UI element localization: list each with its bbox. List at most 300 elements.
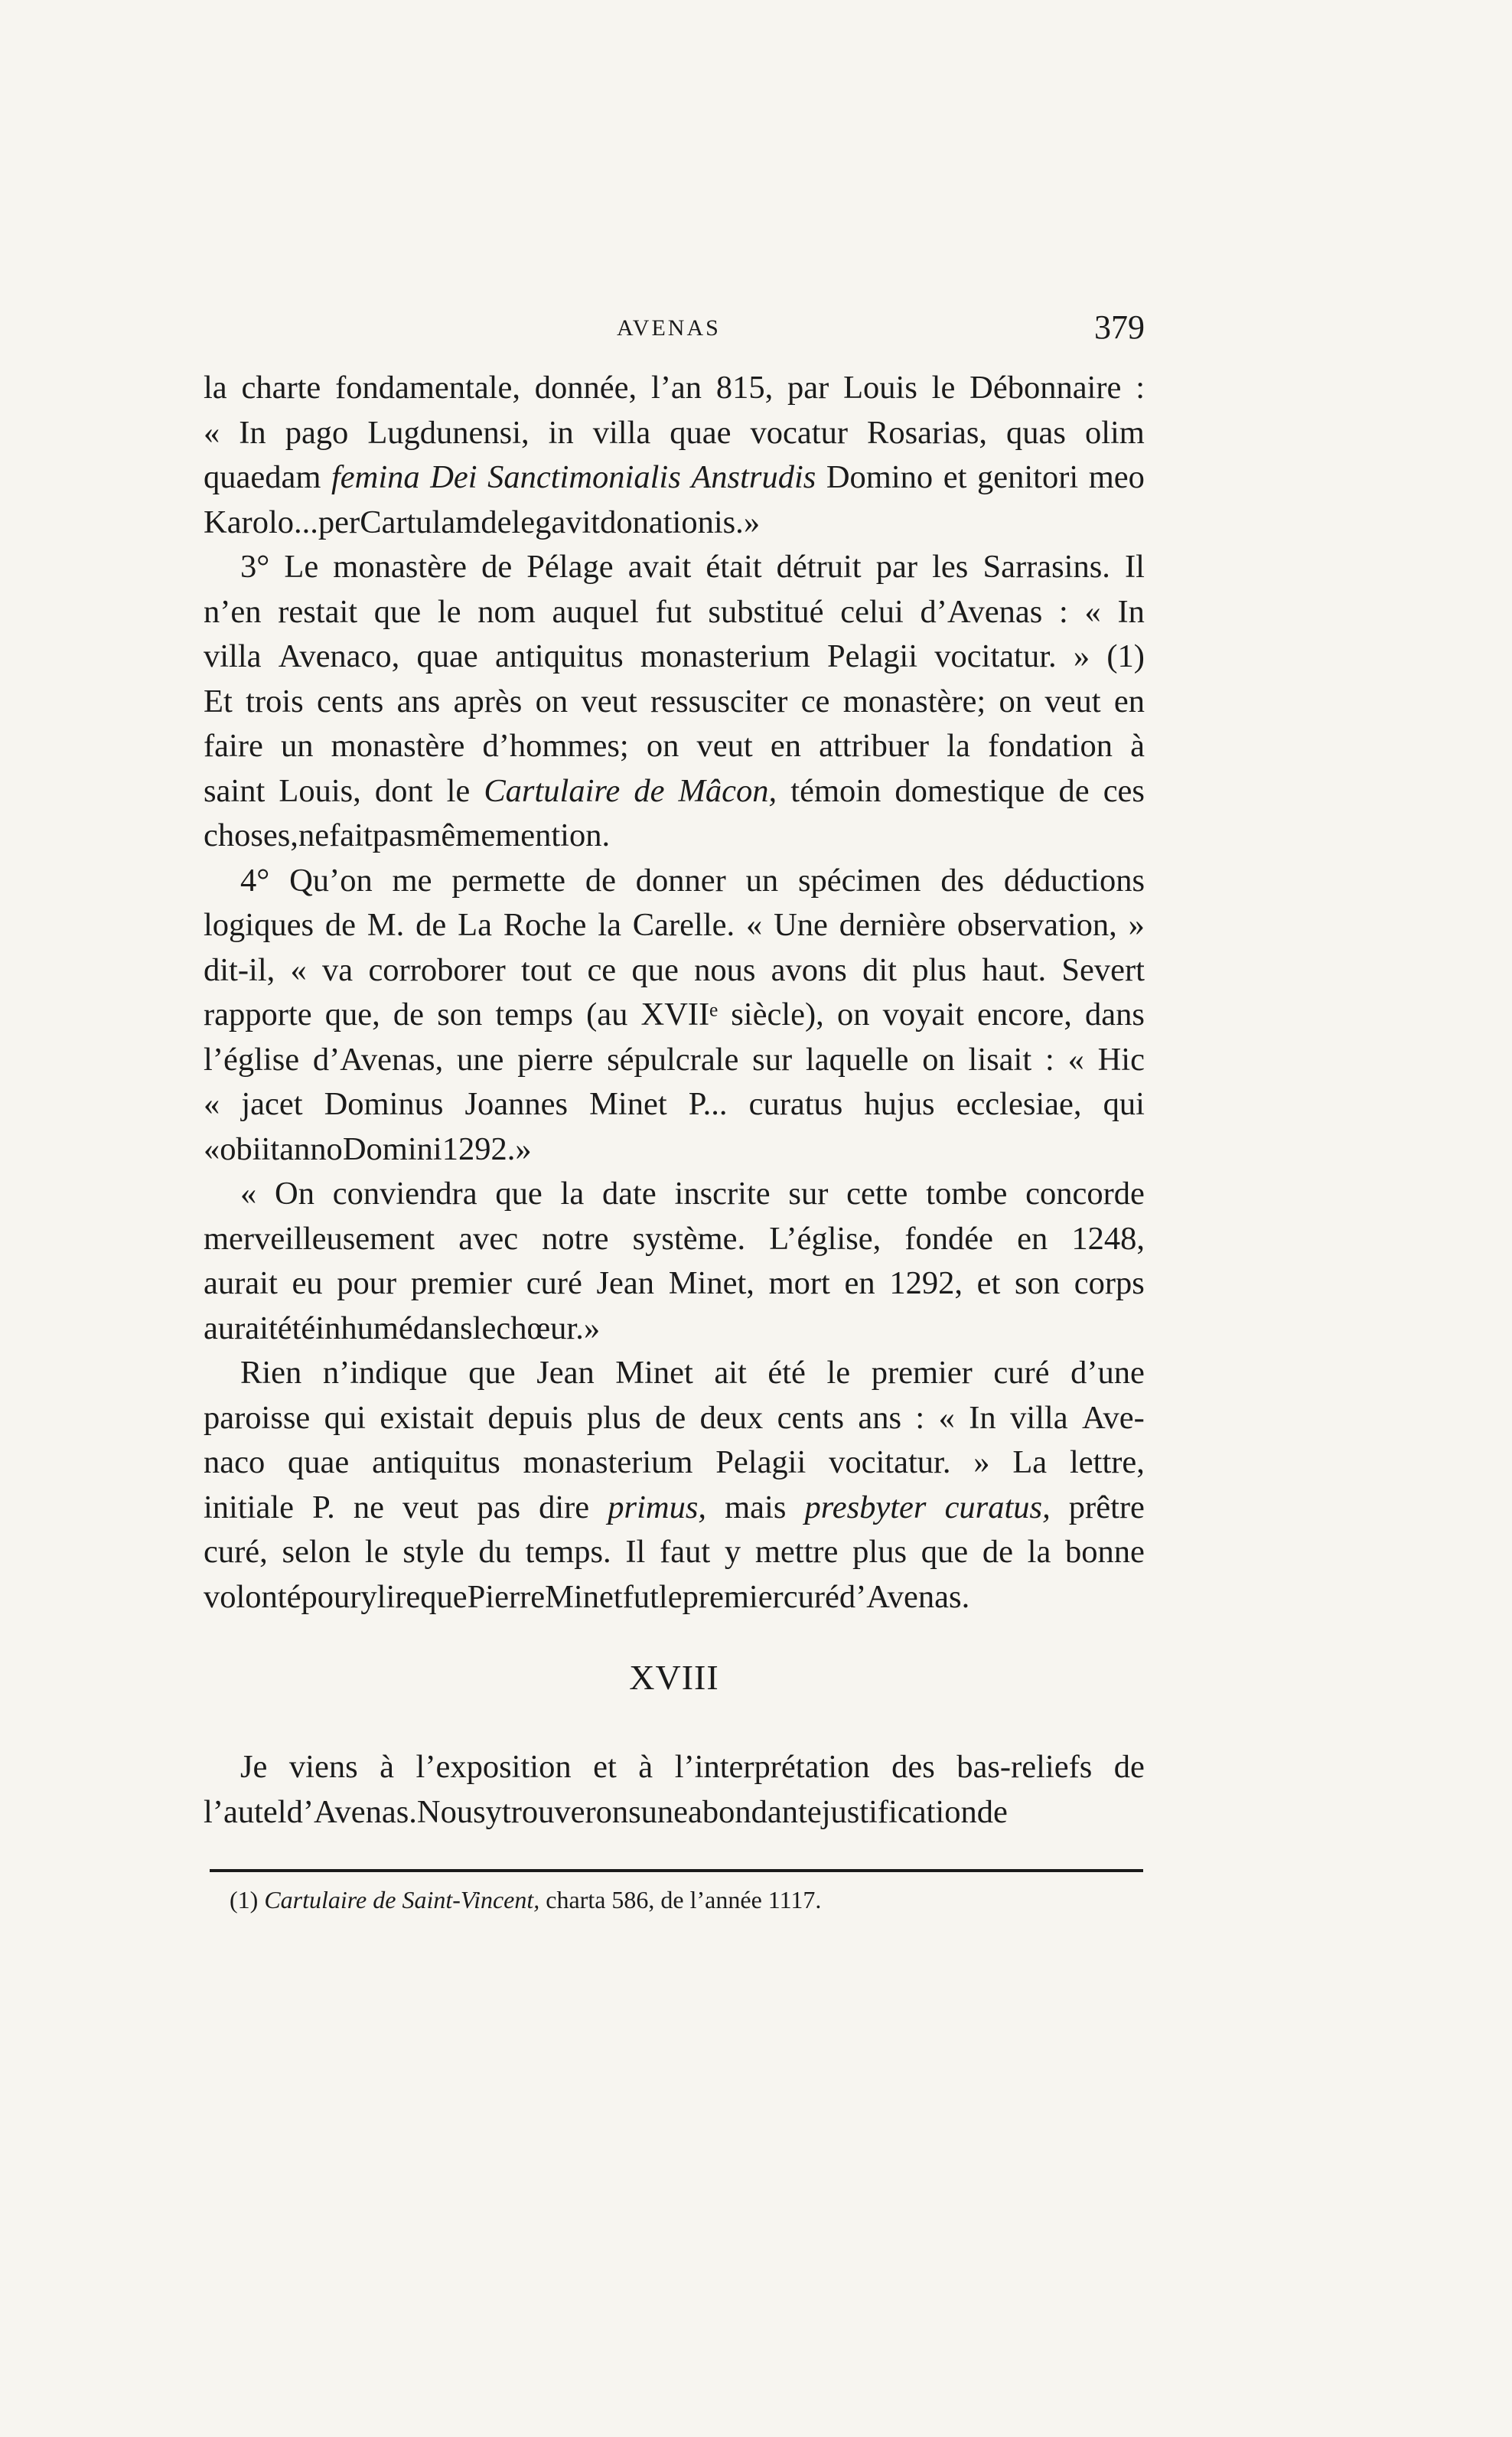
word: pour bbox=[301, 1578, 361, 1615]
word: antiquitus bbox=[495, 638, 624, 674]
word: dernière bbox=[839, 907, 946, 943]
footnote-segment: charta 586, de l’année 1117. bbox=[539, 1886, 822, 1913]
word: pas bbox=[372, 817, 416, 853]
word: permette bbox=[451, 862, 565, 899]
word: cents bbox=[317, 683, 384, 719]
word: : bbox=[1136, 370, 1145, 406]
word: sur bbox=[752, 1041, 793, 1078]
word: voyait bbox=[882, 997, 964, 1033]
word: ressusciter bbox=[650, 683, 788, 719]
word: 1292, bbox=[889, 1265, 963, 1301]
word: le bbox=[437, 593, 461, 630]
word: merveilleusement bbox=[204, 1220, 435, 1257]
footnote bbox=[230, 1886, 821, 1914]
word: curatus, bbox=[944, 1489, 1051, 1525]
word: » bbox=[973, 1444, 990, 1480]
word: Louis bbox=[843, 370, 917, 406]
word: » bbox=[583, 1310, 601, 1346]
word: que bbox=[420, 1578, 468, 1615]
word: le bbox=[446, 772, 471, 809]
word: donnée, bbox=[534, 370, 637, 406]
word: faut bbox=[660, 1534, 711, 1570]
word: le bbox=[931, 370, 956, 406]
word: en bbox=[1113, 683, 1145, 719]
word: nom bbox=[477, 593, 536, 630]
word: antiquitus bbox=[372, 1444, 500, 1480]
word: fait bbox=[329, 817, 373, 853]
word: monastère bbox=[331, 728, 465, 764]
word: « bbox=[746, 907, 763, 943]
word: dans bbox=[1085, 997, 1145, 1033]
word: de bbox=[655, 1399, 686, 1436]
text-line bbox=[204, 1396, 1145, 1441]
word: observation, bbox=[956, 907, 1117, 943]
word: Hic bbox=[1097, 1041, 1145, 1078]
word: villa bbox=[1010, 1399, 1068, 1436]
word: que bbox=[495, 1176, 543, 1212]
word: La bbox=[458, 907, 492, 943]
word: lettre, bbox=[1069, 1444, 1145, 1480]
word: Domino bbox=[826, 459, 934, 495]
word: Ave- bbox=[1082, 1399, 1145, 1436]
word: veut bbox=[1044, 683, 1101, 719]
word: fut bbox=[622, 1578, 659, 1615]
word: Et bbox=[204, 683, 233, 719]
word: Jean bbox=[536, 1355, 595, 1391]
word: pour bbox=[337, 1265, 397, 1301]
word: 1248, bbox=[1071, 1220, 1145, 1257]
word: la bbox=[598, 907, 621, 943]
word: volonté bbox=[204, 1578, 301, 1615]
word: (au bbox=[586, 997, 628, 1033]
word: on bbox=[646, 728, 679, 764]
word: Lugdunensi, bbox=[367, 414, 530, 451]
word: qui bbox=[1103, 1086, 1145, 1122]
word: Il bbox=[1125, 549, 1145, 585]
text-line bbox=[204, 635, 1145, 680]
word: y bbox=[485, 1793, 502, 1830]
word: ans bbox=[858, 1399, 902, 1436]
word: naco bbox=[204, 1444, 266, 1480]
word: deux bbox=[699, 1399, 764, 1436]
word: Sarrasins. bbox=[982, 549, 1110, 585]
text-line bbox=[204, 1486, 1145, 1531]
word: me bbox=[392, 862, 432, 899]
word: Débonnaire bbox=[969, 370, 1122, 406]
word: « bbox=[1084, 593, 1101, 630]
word: fondation bbox=[988, 728, 1113, 764]
word: premier bbox=[410, 1265, 512, 1301]
word: Pelagii bbox=[715, 1444, 807, 1480]
word: la bbox=[1027, 1534, 1051, 1570]
word: » bbox=[515, 1130, 532, 1167]
word: mort bbox=[768, 1265, 830, 1301]
word: 815, bbox=[715, 370, 774, 406]
word: donationis. bbox=[600, 504, 744, 540]
word: quae bbox=[670, 414, 732, 451]
paragraph bbox=[204, 1351, 1145, 1620]
word: veut bbox=[581, 683, 637, 719]
word: laquelle bbox=[805, 1041, 909, 1078]
word: In bbox=[969, 1399, 996, 1436]
word: d’Avenas bbox=[920, 593, 1043, 630]
word: « bbox=[1067, 1041, 1084, 1078]
word: d’une bbox=[1070, 1355, 1145, 1391]
word: inhumé bbox=[315, 1310, 413, 1346]
word: monastère bbox=[333, 549, 467, 585]
word: Joannes bbox=[464, 1086, 569, 1122]
word: Louis, bbox=[279, 772, 361, 809]
word: quae bbox=[416, 638, 478, 674]
word: cette bbox=[846, 1176, 908, 1212]
text-line bbox=[204, 814, 1145, 859]
word: In bbox=[1117, 593, 1145, 630]
word: charte bbox=[241, 370, 321, 406]
word: été bbox=[277, 1310, 316, 1346]
word: ne bbox=[353, 1489, 384, 1525]
word: lire bbox=[376, 1578, 421, 1615]
word: On bbox=[275, 1176, 314, 1212]
text-line bbox=[204, 724, 1145, 769]
word: corroborer bbox=[368, 951, 506, 988]
word: Minet bbox=[589, 1086, 667, 1122]
word: La bbox=[1012, 1444, 1048, 1480]
text-line bbox=[204, 1217, 1145, 1262]
word: à bbox=[1130, 728, 1145, 764]
word: de bbox=[976, 1793, 1008, 1830]
word: fondamentale, bbox=[335, 370, 520, 406]
word: rapporte bbox=[204, 997, 312, 1033]
word: le bbox=[826, 1355, 851, 1391]
word: Nous bbox=[416, 1793, 486, 1830]
word: dit bbox=[862, 951, 897, 988]
text-line bbox=[204, 545, 1145, 590]
word: « bbox=[204, 1086, 220, 1122]
word: Rien bbox=[240, 1355, 302, 1391]
word: premier bbox=[682, 1578, 784, 1615]
word: l’autel bbox=[204, 1793, 287, 1830]
word: eu bbox=[292, 1265, 323, 1301]
word: vocitatur. bbox=[829, 1444, 951, 1480]
word: pierre bbox=[517, 1041, 594, 1078]
paragraph bbox=[204, 1172, 1145, 1351]
word: logiques bbox=[204, 907, 314, 943]
word: quaedam bbox=[204, 459, 321, 495]
word: après bbox=[453, 683, 523, 719]
word: Domini bbox=[342, 1130, 442, 1167]
word: villa bbox=[204, 638, 262, 674]
word: en bbox=[770, 728, 801, 764]
word: delegavit bbox=[481, 504, 601, 540]
word: premier bbox=[871, 1355, 973, 1391]
word: Cartulaire bbox=[484, 772, 621, 809]
word: que bbox=[631, 951, 679, 988]
text-line bbox=[204, 366, 1145, 411]
word: Dominus bbox=[324, 1086, 444, 1122]
word: saint bbox=[204, 772, 266, 809]
page-header bbox=[204, 308, 1145, 358]
word: curatus bbox=[748, 1086, 843, 1122]
word: style bbox=[402, 1534, 464, 1570]
word: paroisse bbox=[204, 1399, 311, 1436]
word: dans bbox=[412, 1310, 473, 1346]
word: 3° bbox=[240, 549, 270, 585]
word: encore, bbox=[977, 997, 1072, 1033]
word: mettre bbox=[754, 1534, 839, 1570]
word: ait bbox=[714, 1355, 747, 1391]
word: monasterium bbox=[640, 638, 810, 674]
word: de bbox=[415, 907, 447, 943]
word: selon bbox=[282, 1534, 351, 1570]
word: tout bbox=[521, 951, 572, 988]
text-line bbox=[204, 1082, 1145, 1127]
word: n’en bbox=[204, 593, 262, 630]
word: « bbox=[290, 951, 307, 988]
word: des bbox=[891, 1749, 935, 1785]
word: primus, bbox=[608, 1489, 706, 1525]
word: choses, bbox=[204, 817, 298, 853]
word: corps bbox=[1074, 1265, 1145, 1301]
word: In bbox=[239, 414, 266, 451]
text-line bbox=[204, 590, 1145, 635]
word: quae bbox=[288, 1444, 350, 1480]
word: une bbox=[457, 1041, 504, 1078]
word: avait bbox=[627, 549, 692, 585]
word: Mâcon, bbox=[678, 772, 777, 809]
word: de bbox=[324, 907, 357, 943]
word: déductions bbox=[1003, 862, 1145, 899]
word: justification bbox=[821, 1793, 977, 1830]
word: restait bbox=[278, 593, 358, 630]
text-line bbox=[204, 1307, 1145, 1352]
word: l’an bbox=[650, 370, 702, 406]
word: per bbox=[318, 504, 360, 540]
text-line bbox=[204, 1261, 1145, 1307]
word: système. bbox=[632, 1220, 746, 1257]
text-line bbox=[204, 903, 1145, 948]
text-line bbox=[204, 1127, 1145, 1173]
word: ce bbox=[587, 951, 617, 988]
word: ce bbox=[800, 683, 830, 719]
word: avec bbox=[458, 1220, 519, 1257]
paragraph bbox=[204, 366, 1145, 545]
word: 1292. bbox=[442, 1130, 516, 1167]
word: à bbox=[380, 1749, 395, 1785]
word: domestique bbox=[894, 772, 1045, 809]
word: que, bbox=[324, 997, 380, 1033]
word: Pelagii bbox=[827, 638, 918, 674]
word: Avenaco, bbox=[278, 638, 400, 674]
word: veut bbox=[696, 728, 753, 764]
word: et bbox=[976, 1265, 1001, 1301]
text-line bbox=[204, 1530, 1145, 1575]
word: l’exposition bbox=[415, 1749, 572, 1785]
paragraph bbox=[204, 859, 1145, 1173]
word: celui bbox=[840, 593, 904, 630]
word: de bbox=[982, 1534, 1013, 1570]
word: obiit bbox=[220, 1130, 280, 1167]
word: tombe bbox=[926, 1176, 1008, 1212]
word: donner bbox=[635, 862, 726, 899]
word: abondante bbox=[688, 1793, 822, 1830]
word: en bbox=[844, 1265, 875, 1301]
word: faire bbox=[204, 728, 263, 764]
text-line bbox=[204, 1038, 1145, 1083]
word: plus bbox=[852, 1534, 907, 1570]
word: jacet bbox=[241, 1086, 303, 1122]
word: 4° bbox=[240, 862, 270, 899]
word: mention. bbox=[495, 817, 611, 853]
word: on bbox=[836, 997, 870, 1033]
word: curé bbox=[993, 1355, 1050, 1391]
word: M. bbox=[367, 907, 405, 943]
word: concorde bbox=[1025, 1176, 1145, 1212]
word: d’Avenas. bbox=[286, 1793, 417, 1830]
word: : bbox=[1044, 1041, 1054, 1078]
text-line bbox=[204, 1351, 1145, 1396]
word: Roche bbox=[503, 907, 587, 943]
word: siècle), bbox=[731, 997, 824, 1033]
word: plus bbox=[586, 1399, 641, 1436]
paragraph bbox=[204, 1745, 1145, 1835]
word: haut. bbox=[982, 951, 1047, 988]
word: monastère; bbox=[842, 683, 986, 719]
text-line bbox=[204, 859, 1145, 904]
word: y bbox=[360, 1578, 377, 1615]
section-heading: XVIII bbox=[629, 1658, 719, 1697]
word: P... bbox=[688, 1086, 728, 1122]
word: viens bbox=[288, 1749, 358, 1785]
word: Anstrudis bbox=[691, 459, 816, 495]
word: une bbox=[640, 1793, 689, 1830]
word: existait bbox=[380, 1399, 474, 1436]
word: de bbox=[585, 862, 616, 899]
text-line bbox=[204, 680, 1145, 725]
word: l’interprétation bbox=[674, 1749, 870, 1785]
word: « bbox=[240, 1176, 257, 1212]
word: ne bbox=[298, 817, 330, 853]
word: dit-il, bbox=[204, 951, 275, 988]
word: « bbox=[204, 414, 220, 451]
footnote-rule bbox=[210, 1869, 1143, 1872]
text-line bbox=[204, 1575, 1145, 1620]
body-text bbox=[204, 366, 1145, 1620]
word: initiale bbox=[204, 1489, 295, 1525]
word: Cartulam bbox=[360, 504, 481, 540]
word: : bbox=[915, 1399, 925, 1436]
text-line bbox=[204, 411, 1145, 456]
word: y bbox=[724, 1534, 741, 1570]
word: que bbox=[468, 1355, 516, 1391]
word: était bbox=[705, 549, 762, 585]
word: Severt bbox=[1061, 951, 1145, 988]
word: meo bbox=[1088, 459, 1145, 495]
word: curé bbox=[526, 1265, 582, 1301]
word: olim bbox=[1084, 414, 1145, 451]
word: par bbox=[787, 370, 829, 406]
paragraph bbox=[204, 545, 1145, 859]
word: Qu’on bbox=[289, 862, 373, 899]
word: plus bbox=[912, 951, 967, 988]
page-number: 379 bbox=[1094, 308, 1145, 346]
word: P. bbox=[312, 1489, 335, 1525]
word: d’Avenas. bbox=[839, 1578, 970, 1615]
word: nous bbox=[694, 951, 756, 988]
word: Minet, bbox=[668, 1265, 754, 1301]
word: cents bbox=[777, 1399, 844, 1436]
word: curé, bbox=[204, 1534, 268, 1570]
word: va bbox=[322, 951, 354, 988]
word: l’église bbox=[204, 1041, 300, 1078]
word: Le bbox=[284, 549, 319, 585]
word: de bbox=[1058, 772, 1090, 809]
word: anno bbox=[279, 1130, 343, 1167]
word: des bbox=[940, 862, 985, 899]
word: monasterium bbox=[523, 1444, 693, 1480]
word: du bbox=[478, 1534, 511, 1570]
word: on bbox=[922, 1041, 955, 1078]
word: qui bbox=[324, 1399, 366, 1436]
text-line bbox=[204, 1440, 1145, 1486]
word: notre bbox=[542, 1220, 609, 1257]
word: la bbox=[204, 370, 227, 406]
word: Pierre bbox=[467, 1578, 546, 1615]
word: « bbox=[938, 1399, 955, 1436]
word: temps. bbox=[525, 1534, 611, 1570]
word: bas-reliefs bbox=[956, 1749, 1093, 1785]
word: pas bbox=[477, 1489, 520, 1525]
word: le bbox=[472, 1310, 497, 1346]
word: la bbox=[560, 1176, 585, 1212]
word: sépulcrale bbox=[607, 1041, 739, 1078]
word: depuis bbox=[487, 1399, 573, 1436]
text-line bbox=[204, 1745, 1145, 1790]
word: que bbox=[921, 1534, 969, 1570]
word: » bbox=[1073, 638, 1090, 674]
word: le bbox=[364, 1534, 389, 1570]
word: par bbox=[875, 549, 918, 585]
word: ans bbox=[396, 683, 441, 719]
word: trouverons bbox=[501, 1793, 641, 1830]
word: (1) bbox=[1106, 638, 1145, 674]
text-line bbox=[204, 1172, 1145, 1217]
word: » bbox=[1128, 907, 1145, 943]
word: in bbox=[548, 414, 574, 451]
word: presbyter bbox=[804, 1489, 927, 1525]
text-line bbox=[204, 993, 1145, 1038]
word: fondée bbox=[904, 1220, 993, 1257]
word: » bbox=[743, 504, 761, 540]
word: témoin bbox=[790, 772, 881, 809]
word: Karolo... bbox=[204, 504, 318, 540]
word: trois bbox=[246, 683, 304, 719]
word: en bbox=[1017, 1220, 1048, 1257]
body-text-continued bbox=[204, 1745, 1145, 1835]
word: Pélage bbox=[526, 549, 614, 585]
word: bonne bbox=[1065, 1534, 1145, 1570]
word: chœur. bbox=[496, 1310, 584, 1346]
word: Carelle. bbox=[632, 907, 735, 943]
text-line bbox=[204, 948, 1145, 993]
word: « bbox=[204, 1130, 220, 1167]
word: veut bbox=[402, 1489, 459, 1525]
word: même bbox=[415, 817, 496, 853]
word: Rosarias, bbox=[867, 414, 987, 451]
word: ecclesiae, bbox=[956, 1086, 1082, 1122]
word: quas bbox=[1006, 414, 1066, 451]
word: hujus bbox=[864, 1086, 935, 1122]
running-title: AVENAS bbox=[617, 315, 721, 341]
